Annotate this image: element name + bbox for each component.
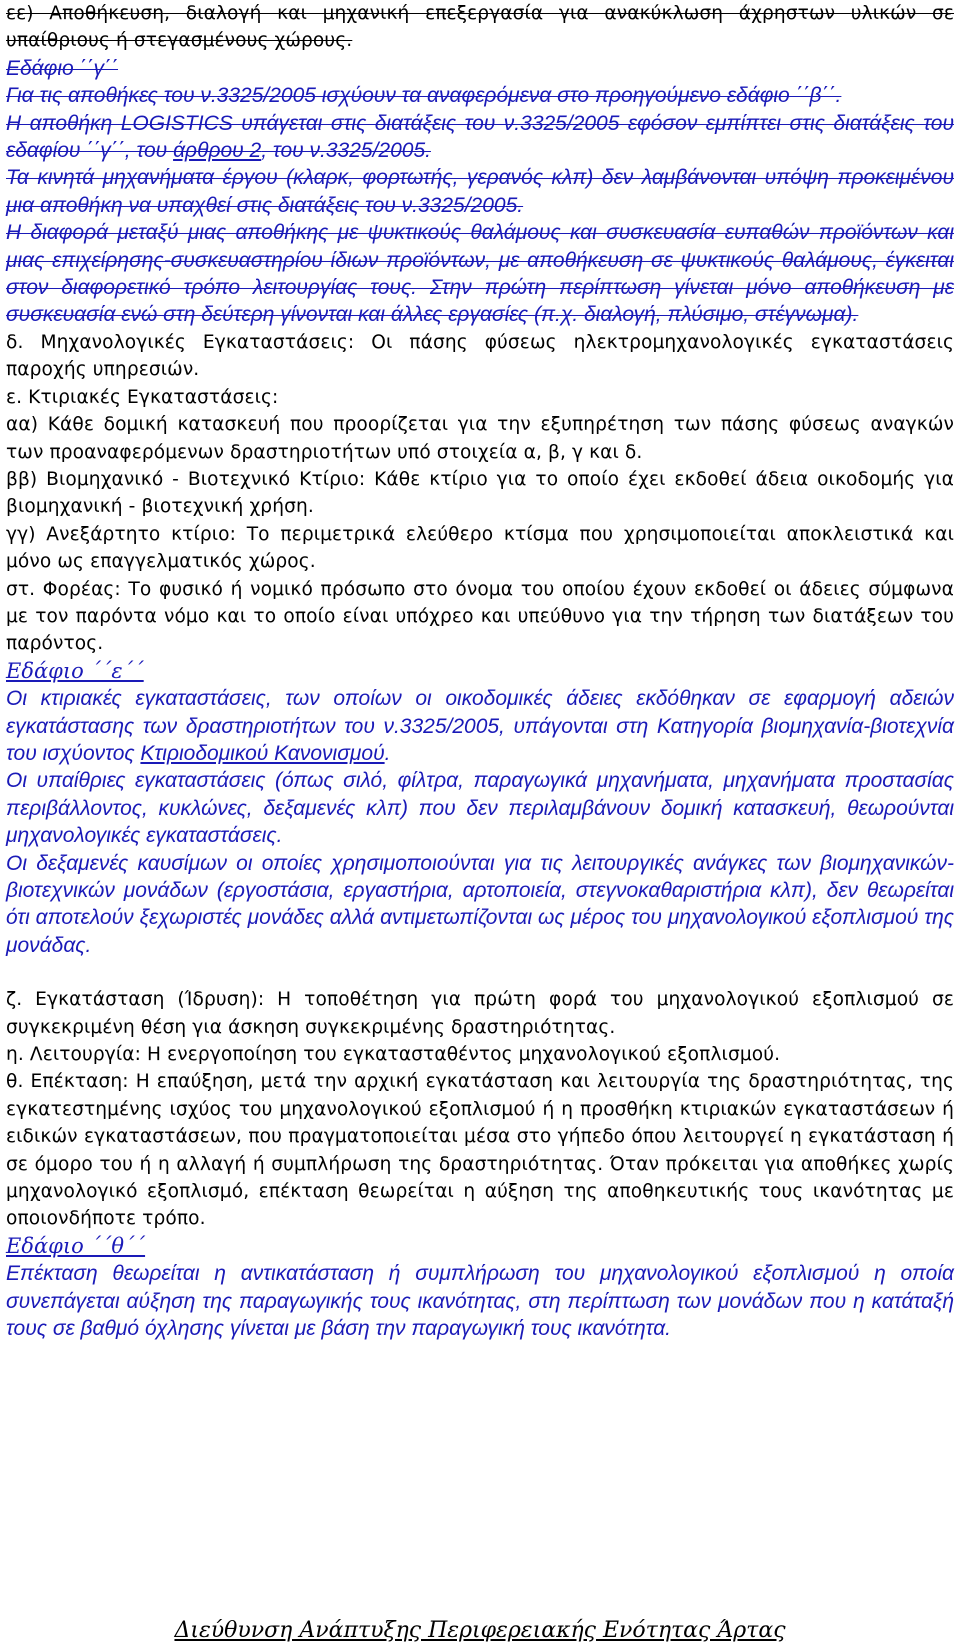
section-e: ε. Κτιριακές Εγκαταστάσεις: <box>6 386 279 408</box>
document-page <box>6 0 954 1343</box>
edafio-e-heading-row <box>6 658 954 685</box>
edafio-e-paragraph-1 <box>6 685 954 767</box>
edafio-g-p2-text-a: Η αποθήκη LOGISTICS υπάγεται στις διατάξεις του ν.3325/2005 εφόσον εμπίπτει στις διατάξεις του εδαφίου ΄΄γ΄΄, του <box>6 111 954 163</box>
section-ee-struck: εε) Αποθήκευση, διαλογή και μηχανική επεξεργασία για ανακύκλωση άχρηστων υλικών σε υπαίθριους ή στεγασμένους χώρους. <box>6 3 954 52</box>
section-aa: αα) Κάθε δομική κατασκευή που προορίζεται για την εξυπηρέτηση των πάσης φύσεως αναγκών των προαναφερόμενων δραστηριοτήτων υπό στοιχεία α, β, γ και δ. <box>6 414 954 463</box>
section-gg: γγ) Ανεξάρτητο κτίριο: Το περιμετρικά ελεύθερο κτίσμα που χρησιμοποιείται αποκλειστικά και μόνο ως επαγγελματικός χώρος. <box>6 523 954 573</box>
edafio-th-block <box>6 1233 954 1343</box>
section-z: ζ. Εγκατάσταση (Ίδρυση): Η τοποθέτηση για πρώτη φορά του μηχανολογικού εξοπλισμού σε συγκεκριμένη θέση για άσκηση συγκεκριμένης δραστηριότητας. <box>6 989 954 1038</box>
edafio-e-paragraph-2: Οι υπαίθριες εγκαταστάσεις (όπως σιλό, φίλτρα, παραγωγικά μηχανήματα, μηχανήματα προστασίας περιβάλλοντος, κυκλώνες, δεξαμενές κλπ) που δεν περιλαμβάνουν δομική κατασκευή, θεωρούνται μηχανολογικές εγκαταστάσεις. <box>6 769 954 848</box>
edafio-g-paragraph-4: Η διαφορά μεταξύ μιας αποθήκης με ψυκτικούς θαλάμους και συσκευασία ευπαθών προϊόντων και μιας επιχείρησης-συσκευαστηρίου ίδιων προϊόντων, με αποθήκευση σε ψυκτικούς θαλάμους, έγκειται στον διαφορετικό τρόπο λειτουργίας τους. Στην πρώτη περίπτωση γίνεται μόνο αποθήκευση με συσκευασία ενώ στη δεύτερη γίνονται και άλλες εργασίες (π.χ. διαλογή, πλύσιμο, στέγνωμα). <box>6 221 954 327</box>
edafio-th-heading-row <box>6 1233 954 1260</box>
page-footer: Διεύθυνση Ανάπτυξης Περιφερειακής Ενότητας Άρτας <box>174 1618 786 1643</box>
section-th: θ. Επέκταση: Η επαύξηση, μετά την αρχική εγκατάσταση και λειτουργία της δραστηριότητας, της εγκατεστημένης ισχύος του μηχανολογικού εξοπλισμού ή η προσθήκη κτιριακών εγκαταστάσεων ή ειδικών εγκαταστάσεων, που πραγματοποιείται μέσα στο γήπεδο όπου λειτουργεί η εγκατάσταση ή σε όμορο του ή η αλλαγή ή συμπλήρωση της δραστηριότητας. Όταν πρόκειται για αποθήκες χωρίς μηχανολογικό εξοπλισμό, επέκταση θεωρείται η αύξηση της αποθηκευτικής τους ικανότητας με οποιονδήποτε τρόπο. <box>6 1071 954 1230</box>
article-2-link[interactable]: άρθρου 2 <box>173 139 262 163</box>
edafio-g-block <box>6 55 954 329</box>
spacer <box>6 959 954 986</box>
edafio-th-heading: Εδάφιο ΄΄θ΄΄ <box>6 1233 146 1258</box>
edafio-g-paragraph-1: Για τις αποθήκες του ν.3325/2005 ισχύουν τα αναφερόμενα στο προηγούμενο εδάφιο ΄΄β΄΄. <box>6 84 842 108</box>
edafio-g-heading: Εδάφιο ΄΄γ΄΄ <box>6 56 119 80</box>
edafio-e-paragraph-3: Οι δεξαμενές καυσίμων οι οποίες χρησιμοποιούνται για τις λειτουργικές ανάγκες των βιομηχανικών-βιοτεχνικών μονάδων (εργοστάσια, εργαστήρια, αρτοποιεία, στεγνοκαθαριστήρια κλπ), δεν θεωρείται ότι αποτελούν ξεχωριστές μονάδες αλλά αντιμετωπίζονται ως μέρος του μηχανολογικού εξοπλισμού της μονάδας. <box>6 851 954 957</box>
edafio-g-paragraph-2 <box>6 110 954 165</box>
building-code-link[interactable]: Κτιριοδομικού Κανονισμού <box>140 741 385 765</box>
edafio-e-block <box>6 658 954 959</box>
edafio-e-heading: Εδάφιο ΄΄ε΄΄ <box>6 658 144 683</box>
section-d: δ. Μηχανολογικές Εγκαταστάσεις: Οι πάσης φύσεως ηλεκτρομηχανολογικές εγκαταστάσεις παροχής υπηρεσιών. <box>6 331 954 381</box>
section-bb: ββ) Βιομηχανικό - Βιοτεχνικό Κτίριο: Κάθε κτίριο για το οποίο έχει εκδοθεί άδεια οικοδομής για βιομηχανική - βιοτεχνική χρήση. <box>6 468 954 518</box>
section-h: η. Λειτουργία: Η ενεργοποίηση του εγκατασταθέντος μηχανολογικού εξοπλισμού. <box>6 1044 781 1066</box>
edafio-e-p1-text-b: . <box>384 741 391 765</box>
section-st: στ. Φορέας: Το φυσικό ή νομικό πρόσωπο στο όνομα του οποίου έχουν εκδοθεί οι άδειες σύμφωνα με τον παρόντα νόμο και το οποίο είναι υπόχρεο και υπεύθυνο για την τήρηση των διατάξεων του παρόντος. <box>6 578 954 655</box>
edafio-th-paragraph-1: Επέκταση θεωρείται η αντικατάσταση ή συμπλήρωση του μηχανολογικού εξοπλισμού η οποία συνεπάγεται αύξηση της παραγωγικής τους ικανότητας, στη περίπτωση των μονάδων που η κατάταξή τους σε βαθμό όχλησης γίνεται με βάση την παραγωγική τους ικανότητα. <box>6 1262 954 1341</box>
edafio-e-p1-text-a: Οι κτιριακές εγκαταστάσεις, των οποίων οι οικοδομικές άδειες εκδόθηκαν σε εφαρμογή αδειών εγκατάστασης των δραστηριοτήτων του ν.3325/2005, υπάγονται στη Κατηγορία βιομηχανία-βιοτεχνία του ισχύοντος <box>6 687 954 765</box>
edafio-g-paragraph-3: Τα κινητά μηχανήματα έργου (κλαρκ, φορτωτής, γερανός κλπ) δεν λαμβάνονται υπόψη προκειμένου μια αποθήκη να υπαχθεί στις διατάξεις του ν.3325/2005. <box>6 166 954 217</box>
edafio-g-p2-text-b: , του ν.3325/2005. <box>261 139 431 163</box>
